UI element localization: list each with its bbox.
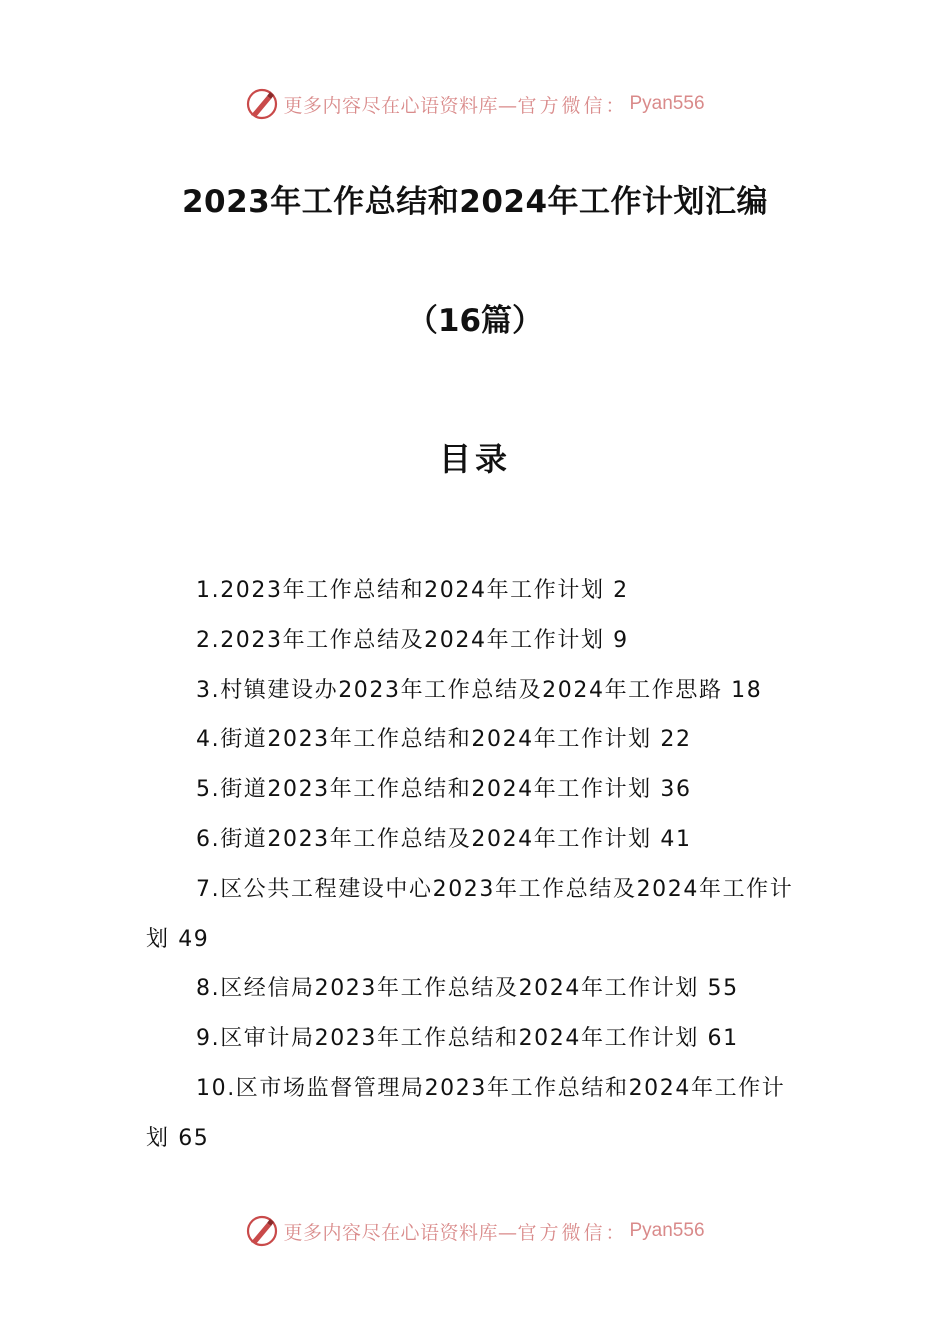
toc-item[interactable]: 5.街道2023年工作总结和2024年工作计划 36 — [196, 777, 692, 803]
watermark-label: 官方微信： — [517, 1221, 628, 1244]
toc-item[interactable]: 3.村镇建设办2023年工作总结及2024年工作思路 18 — [196, 677, 763, 703]
pen-logo-icon — [245, 1214, 279, 1248]
table-of-contents — [146, 566, 806, 1164]
toc-item[interactable]: 8.区经信局2023年工作总结及2024年工作计划 55 — [196, 976, 739, 1002]
watermark-id: Pyan556 — [629, 93, 705, 114]
toc-item[interactable]: 4.街道2023年工作总结和2024年工作计划 22 — [196, 727, 692, 753]
toc-item[interactable]: 2.2023年工作总结及2024年工作计划 9 — [196, 627, 629, 653]
footer-watermark — [0, 1211, 950, 1251]
toc-item[interactable]: 6.街道2023年工作总结及2024年工作计划 41 — [196, 826, 692, 852]
watermark-text: 更多内容尽在心语资料库— — [283, 94, 518, 117]
pen-logo-icon — [245, 87, 279, 121]
watermark-id: Pyan556 — [629, 1220, 705, 1241]
toc-item[interactable]: 7.区公共工程建设中心2023年工作总结及2024年工作计划 49 — [146, 876, 794, 952]
document-subtitle: （16篇） — [406, 303, 544, 339]
header-watermark — [0, 84, 950, 124]
toc-item[interactable]: 1.2023年工作总结和2024年工作计划 2 — [196, 578, 629, 603]
document-title: 2023年工作总结和2024年工作计划汇编 — [181, 184, 769, 220]
watermark-text: 更多内容尽在心语资料库— — [283, 1221, 518, 1244]
toc-item[interactable]: 9.区审计局2023年工作总结和2024年工作计划 61 — [196, 1026, 739, 1052]
toc-heading: 目录 — [438, 440, 511, 478]
toc-item[interactable]: 10.区市场监督管理局2023年工作总结和2024年工作计划 65 — [146, 1075, 786, 1151]
watermark-label: 官方微信： — [517, 94, 628, 117]
